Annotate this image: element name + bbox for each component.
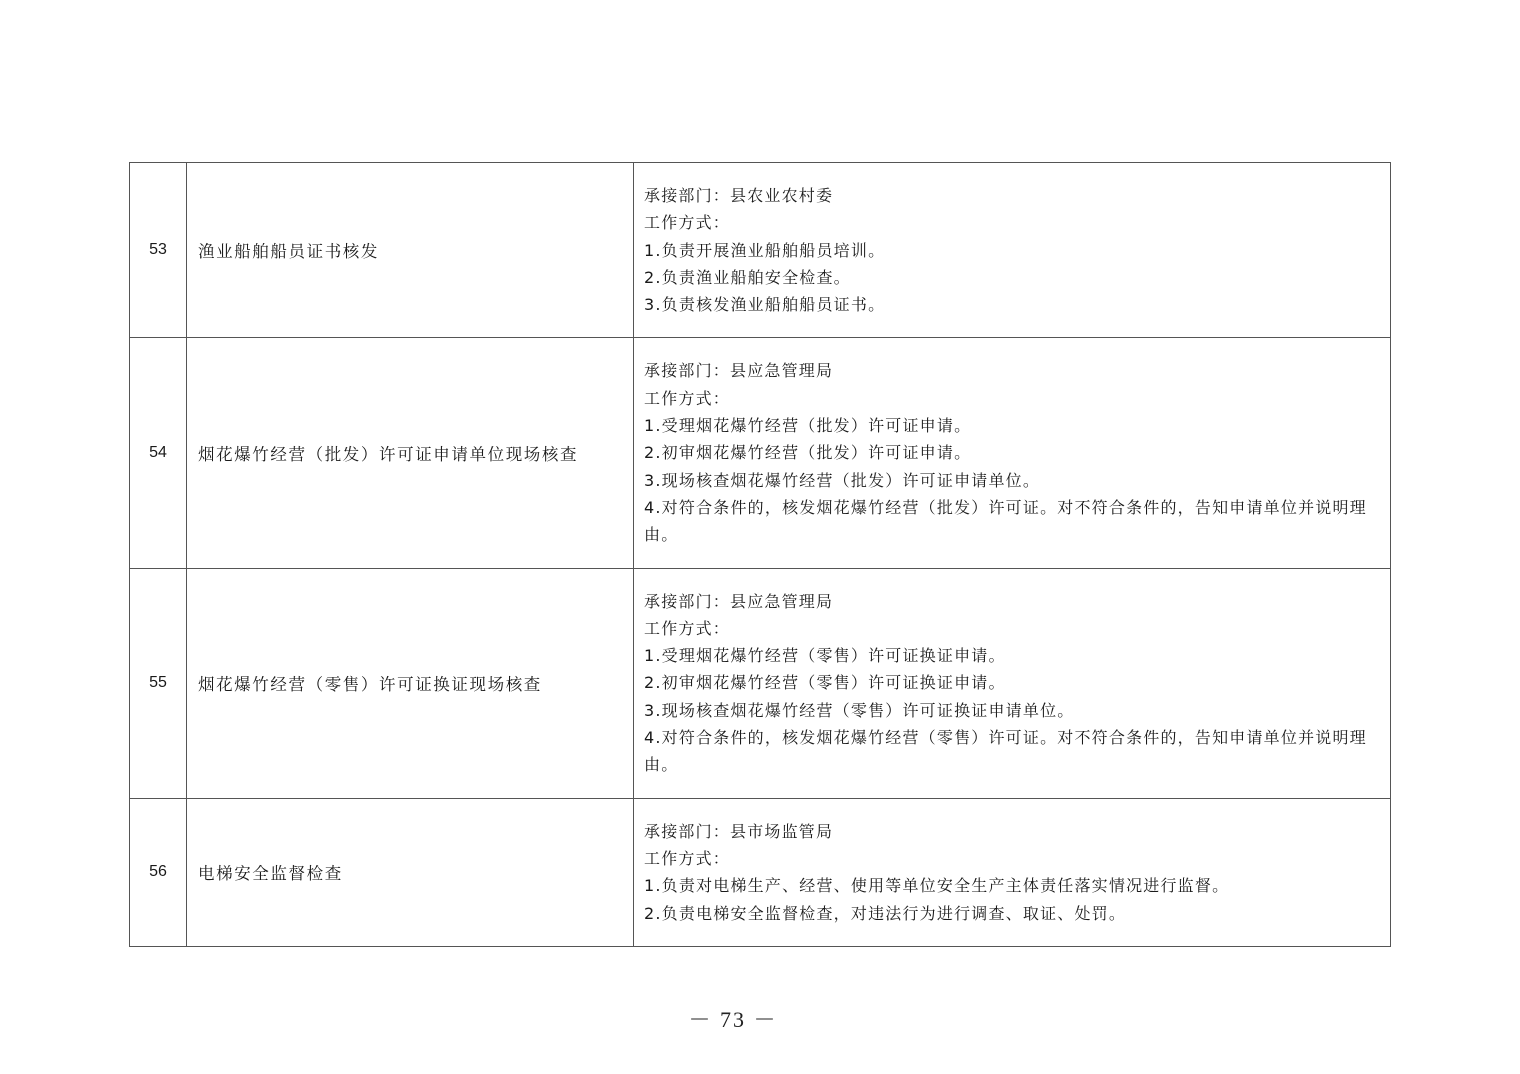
detail-line: 工作方式： [644, 618, 731, 638]
table-row [130, 338, 1391, 568]
items-table [129, 162, 1391, 947]
detail-line: 承接部门：县应急管理局 [644, 361, 834, 381]
detail-line: 工作方式： [644, 213, 731, 233]
item-name: 烟花爆竹经营（批发）许可证申请单位现场核查 [187, 338, 634, 568]
item-detail [634, 338, 1391, 568]
row-number: 53 [130, 163, 187, 338]
row-number: 54 [130, 338, 187, 568]
detail-line: 2.初审烟花爆竹经营（零售）许可证换证申请。 [644, 673, 1006, 693]
detail-line: 工作方式： [644, 848, 731, 868]
detail-line: 承接部门：县应急管理局 [644, 591, 834, 611]
row-number: 56 [130, 798, 187, 946]
detail-line: 3.负责核发渔业船舶船员证书。 [644, 295, 886, 315]
row-number: 55 [130, 568, 187, 798]
item-name: 电梯安全监督检查 [187, 798, 634, 946]
detail-line: 1.负责开展渔业船舶船员培训。 [644, 240, 886, 260]
table-row [130, 798, 1391, 946]
table-row [130, 163, 1391, 338]
detail-line: 承接部门：县农业农村委 [644, 186, 834, 205]
detail-line: 承接部门：县市场监管局 [644, 821, 834, 841]
item-name: 烟花爆竹经营（零售）许可证换证现场核查 [187, 568, 634, 798]
detail-line: 3.现场核查烟花爆竹经营（批发）许可证申请单位。 [644, 470, 1041, 490]
item-name: 渔业船舶船员证书核发 [187, 163, 634, 338]
page-number: － 73 － [688, 1007, 778, 1032]
detail-line: 2.初审烟花爆竹经营（批发）许可证申请。 [644, 443, 972, 463]
detail-line: 4.对符合条件的，核发烟花爆竹经营（批发）许可证。对不符合条件的，告知申请单位并说明理由。 [644, 497, 1367, 545]
detail-line: 1.受理烟花爆竹经营（零售）许可证换证申请。 [644, 646, 1006, 666]
table-row [130, 568, 1391, 798]
detail-line: 2.负责电梯安全监督检查，对违法行为进行调查、取证、处罚。 [644, 903, 1127, 923]
detail-line: 3.现场核查烟花爆竹经营（零售）许可证换证申请单位。 [644, 700, 1075, 720]
detail-line: 工作方式： [644, 388, 731, 408]
item-detail [634, 568, 1391, 798]
item-detail [634, 163, 1391, 338]
detail-line: 1.负责对电梯生产、经营、使用等单位安全生产主体责任落实情况进行监督。 [644, 876, 1230, 896]
item-detail [634, 798, 1391, 946]
detail-line: 4.对符合条件的，核发烟花爆竹经营（零售）许可证。对不符合条件的，告知申请单位并说明理由。 [644, 728, 1367, 775]
detail-line: 2.负责渔业船舶安全检查。 [644, 267, 851, 287]
detail-line: 1.受理烟花爆竹经营（批发）许可证申请。 [644, 416, 972, 436]
